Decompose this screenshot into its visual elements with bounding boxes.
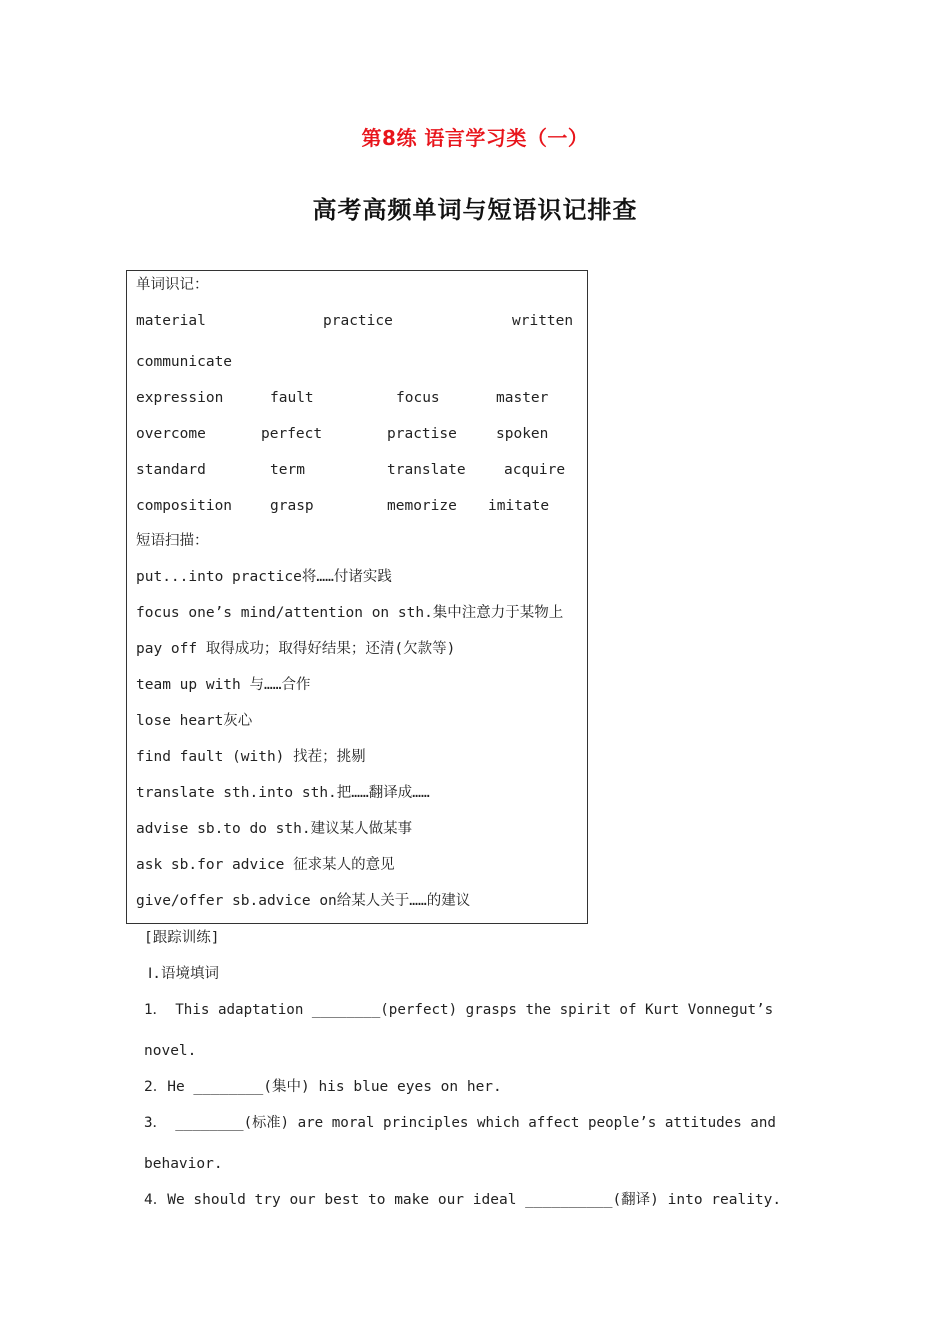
- practice-heading: [跟踪训练]: [144, 930, 220, 946]
- word-grasp: grasp: [270, 498, 314, 514]
- exercise-item-2: 2．He ________(集中) his blue eyes on her.: [144, 1079, 502, 1095]
- word-communicate: communicate: [136, 354, 233, 370]
- exercise-item-3-cont: behavior.: [144, 1156, 223, 1172]
- word-expression: expression: [136, 390, 224, 406]
- word-material: material: [136, 313, 206, 329]
- phrase-item: put...into practice将……付诸实践: [136, 569, 392, 585]
- word-master: master: [496, 390, 549, 406]
- word-imitate: imitate: [488, 498, 550, 514]
- word-spoken: spoken: [496, 426, 549, 442]
- lesson-title: 第8练 语言学习类（一）: [361, 126, 589, 150]
- word-written: written: [512, 313, 574, 329]
- phrase-item: pay off 取得成功；取得好结果；还清(欠款等): [136, 641, 456, 657]
- words-heading: 单词识记：: [136, 277, 209, 293]
- exercise-item-3: 3． ________(标准) are moral principles which affect people’s attitudes and: [144, 1115, 776, 1131]
- practice-subheading: Ⅰ.语境填词: [148, 966, 220, 982]
- phrase-item: give/offer sb.advice on给某人关于……的建议: [136, 893, 471, 909]
- word-overcome: overcome: [136, 426, 206, 442]
- word-practice: practice: [323, 313, 393, 329]
- phrase-item: find fault (with) 找茬；挑剔: [136, 749, 366, 765]
- exercise-item-1: 1． This adaptation ________(perfect) grasps the spirit of Kurt Vonnegut’s: [144, 1002, 774, 1018]
- phrase-item: focus one’s mind/attention on sth.集中注意力于某物上: [136, 605, 564, 621]
- exercise-item-4: 4．We should try our best to make our ideal __________(翻译) into reality.: [144, 1192, 782, 1208]
- phrase-item: lose heart灰心: [136, 713, 253, 729]
- word-translate: translate: [387, 462, 466, 478]
- word-fault: fault: [270, 390, 314, 406]
- word-term: term: [270, 462, 305, 478]
- phrase-item: ask sb.for advice 征求某人的意见: [136, 857, 395, 873]
- vocab-box: [126, 270, 588, 924]
- phrase-item: team up with 与……合作: [136, 677, 311, 693]
- word-practise: practise: [387, 426, 457, 442]
- word-memorize: memorize: [387, 498, 457, 514]
- phrases-heading: 短语扫描：: [136, 533, 209, 549]
- exercise-item-1-cont: novel.: [144, 1043, 197, 1059]
- word-acquire: acquire: [504, 462, 566, 478]
- word-perfect: perfect: [261, 426, 323, 442]
- main-title: 高考高频单词与短语识记排查: [312, 196, 638, 224]
- word-focus: focus: [396, 390, 440, 406]
- phrase-item: advise sb.to do sth.建议某人做某事: [136, 821, 413, 837]
- word-composition: composition: [136, 498, 233, 514]
- word-standard: standard: [136, 462, 206, 478]
- phrase-item: translate sth.into sth.把……翻译成……: [136, 785, 430, 801]
